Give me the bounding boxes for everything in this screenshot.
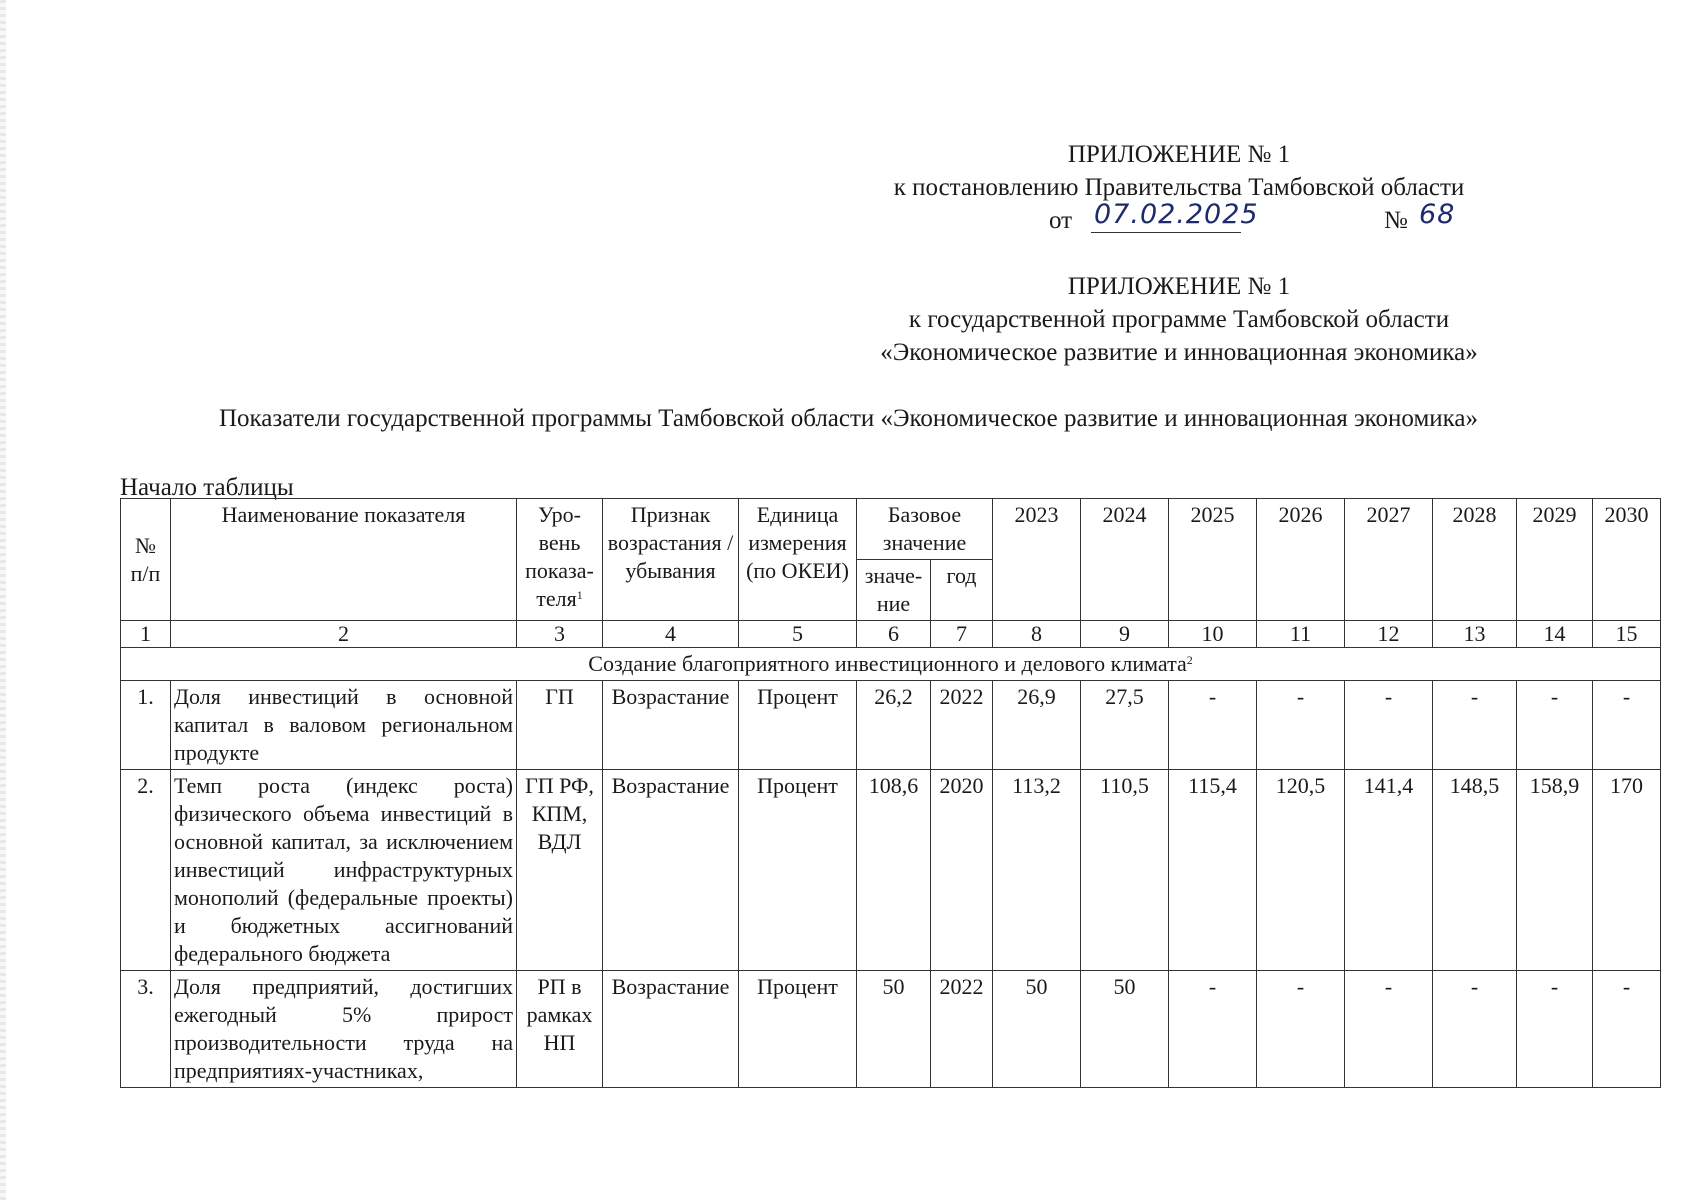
- column-number: 8: [993, 621, 1081, 648]
- row-value: -: [1433, 681, 1517, 770]
- row-unit: Процент: [739, 971, 857, 1088]
- header-year: 2028: [1433, 499, 1517, 621]
- row-value: 141,4: [1345, 770, 1433, 971]
- row-value: 158,9: [1517, 770, 1593, 971]
- column-number: 5: [739, 621, 857, 648]
- row-base-year: 2022: [931, 681, 993, 770]
- handwritten-date: 07.02.2025: [1094, 199, 1259, 230]
- section-title-text: Создание благоприятного инвестиционного и делового климата: [588, 651, 1187, 676]
- row-level: РП в рамках НП: [517, 971, 603, 1088]
- date-underline: [1091, 232, 1241, 233]
- row-value: -: [1593, 971, 1661, 1088]
- decree-date-line: [829, 199, 1529, 237]
- row-value: -: [1593, 681, 1661, 770]
- row-value: -: [1169, 971, 1257, 1088]
- table-row: [121, 681, 1661, 770]
- row-trend: Возрастание: [603, 971, 739, 1088]
- row-value: -: [1257, 971, 1345, 1088]
- row-base-value: 26,2: [857, 681, 931, 770]
- header-level-footnote: 1: [576, 588, 583, 602]
- row-base-value: 108,6: [857, 770, 931, 971]
- row-base-year: 2020: [931, 770, 993, 971]
- annex-program-line1: к государственной программе Тамбовской области: [908, 306, 1450, 333]
- row-value: -: [1257, 681, 1345, 770]
- row-unit: Процент: [739, 770, 857, 971]
- section-title: [121, 648, 1661, 681]
- column-number: 15: [1593, 621, 1661, 648]
- annex-decree-subtitle: к постановлению Правительства Тамбовской области: [893, 174, 1465, 201]
- number-prefix: №: [1384, 207, 1408, 234]
- section-footnote: 2: [1186, 653, 1193, 667]
- row-name: Темп роста (индекс роста) физического объема инвестиций в основной капитал, за исключением инвестиций инфраструктурных монополий (федеральные проекты) и бюджетных ассигнований федерального бюджета: [171, 770, 517, 971]
- header-base-value: значе-ние: [857, 560, 931, 621]
- annex-decree-title: ПРИЛОЖЕНИЕ № 1: [1067, 141, 1291, 168]
- header-year: 2023: [993, 499, 1081, 621]
- indicators-table: [120, 498, 1661, 1088]
- row-value: 50: [1081, 971, 1169, 1088]
- row-value: 27,5: [1081, 681, 1169, 770]
- column-number: 10: [1169, 621, 1257, 648]
- column-number: 4: [603, 621, 739, 648]
- column-number: 7: [931, 621, 993, 648]
- annex-program-line2: «Экономическое развитие и инновационная экономика»: [880, 339, 1478, 366]
- row-num: 1.: [121, 681, 171, 770]
- row-name: Доля инвестиций в основной капитал в валовом региональном продукте: [171, 681, 517, 770]
- column-number: 6: [857, 621, 931, 648]
- header-trend: Признак возрастания / убывания: [603, 499, 739, 621]
- column-number: 13: [1433, 621, 1517, 648]
- header-name: Наименование показателя: [171, 499, 517, 621]
- table-start-label: Начало таблицы: [120, 474, 294, 501]
- row-trend: Возрастание: [603, 770, 739, 971]
- column-number: 3: [517, 621, 603, 648]
- header-base-year: год: [931, 560, 993, 621]
- column-number: 14: [1517, 621, 1593, 648]
- header-year: 2030: [1593, 499, 1661, 621]
- date-prefix: от: [1049, 207, 1073, 234]
- header-year: 2026: [1257, 499, 1345, 621]
- header-year: 2029: [1517, 499, 1593, 621]
- row-value: 115,4: [1169, 770, 1257, 971]
- column-number: 1: [121, 621, 171, 648]
- column-number: 11: [1257, 621, 1345, 648]
- header-row: [121, 499, 1661, 560]
- header-level-text: Уро-вень показа-теля: [525, 502, 594, 611]
- row-value: 26,9: [993, 681, 1081, 770]
- annex-program-header: [829, 270, 1529, 369]
- header-unit: Единица измерения (по ОКЕИ): [739, 499, 857, 621]
- row-value: 170: [1593, 770, 1661, 971]
- header-year: 2024: [1081, 499, 1169, 621]
- annex-program-title: ПРИЛОЖЕНИЕ № 1: [1067, 273, 1291, 300]
- row-base-value: 50: [857, 971, 931, 1088]
- table-row: [121, 770, 1661, 971]
- handwritten-number: 68: [1419, 199, 1456, 230]
- scan-edge: [0, 0, 6, 1200]
- row-level: ГП РФ, КПМ, ВДЛ: [517, 770, 603, 971]
- header-num: № п/п: [121, 499, 171, 621]
- column-number: 12: [1345, 621, 1433, 648]
- section-row: [121, 648, 1661, 681]
- row-unit: Процент: [739, 681, 857, 770]
- row-num: 3.: [121, 971, 171, 1088]
- column-number: 9: [1081, 621, 1169, 648]
- row-value: -: [1345, 971, 1433, 1088]
- row-value: 110,5: [1081, 770, 1169, 971]
- row-value: 148,5: [1433, 770, 1517, 971]
- row-trend: Возрастание: [603, 681, 739, 770]
- row-value: 113,2: [993, 770, 1081, 971]
- row-value: -: [1517, 681, 1593, 770]
- annex-decree-header: [829, 138, 1529, 237]
- header-level: [517, 499, 603, 621]
- row-value: 50: [993, 971, 1081, 1088]
- row-value: -: [1433, 971, 1517, 1088]
- row-value: -: [1169, 681, 1257, 770]
- header-year: 2027: [1345, 499, 1433, 621]
- row-name: Доля предприятий, достигших ежегодный 5% прирост производительности труда на предприятиях-участниках,: [171, 971, 517, 1088]
- row-level: ГП: [517, 681, 603, 770]
- column-number-row: [121, 621, 1661, 648]
- header-base: Базовое значение: [857, 499, 993, 560]
- column-number: 2: [171, 621, 517, 648]
- row-value: 120,5: [1257, 770, 1345, 971]
- document-title: Показатели государственной программы Тамбовской области «Экономическое развитие и инновационная экономика»: [218, 405, 1479, 432]
- row-base-year: 2022: [931, 971, 993, 1088]
- header-year: 2025: [1169, 499, 1257, 621]
- row-num: 2.: [121, 770, 171, 971]
- row-value: -: [1345, 681, 1433, 770]
- row-value: -: [1517, 971, 1593, 1088]
- table-row: [121, 971, 1661, 1088]
